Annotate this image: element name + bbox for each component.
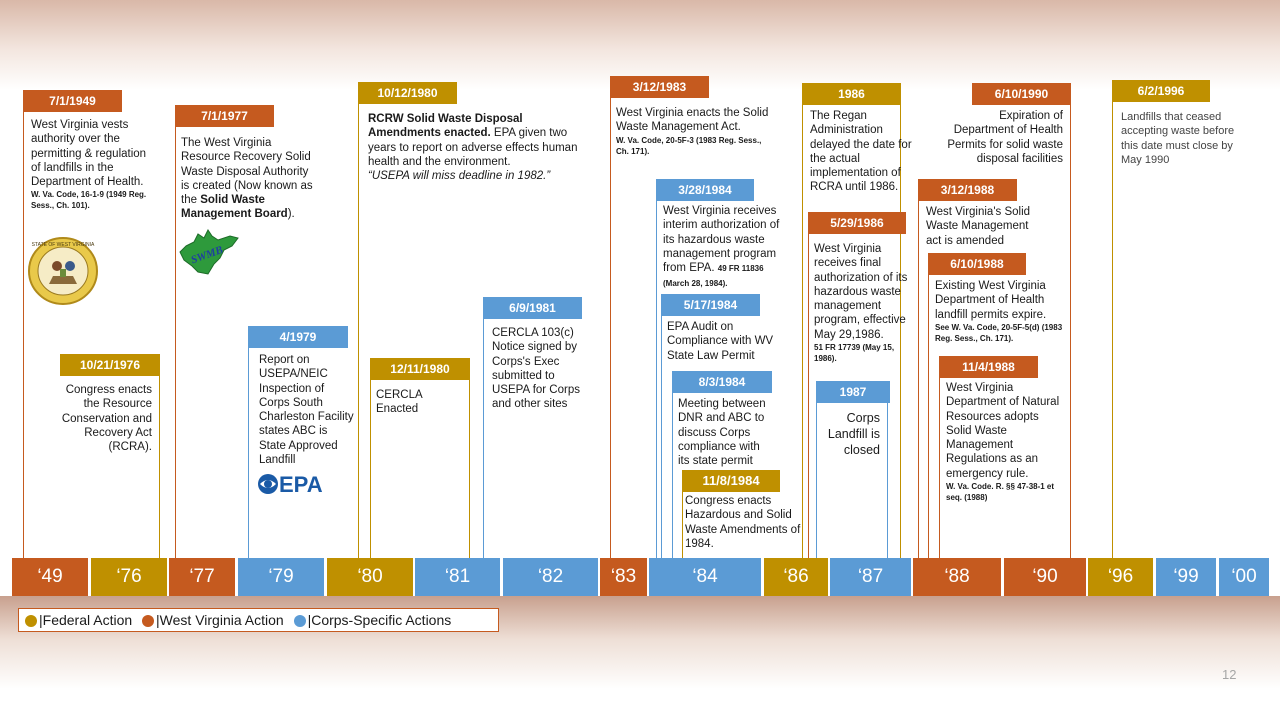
date-1990: 6/10/1990 [972,83,1071,105]
legend-corps-dot [294,615,306,627]
date-1976: 10/21/1976 [60,354,160,376]
event-1988a-text: West Virginia's Solid Waste Management act is amended [926,206,1031,247]
event-1986b-cite: 51 FR 17739 (May 15, 1986). [814,343,895,364]
panel-1984c [672,393,673,558]
axis-1990: ‘90 [1004,558,1086,596]
axis-1999: ‘99 [1156,558,1216,596]
event-1986a-text: The Regan Administration delayed the date for the actual implementation of RCRA until 1986. [810,110,912,194]
wv-seal-text: STATE OF WEST VIRGINIA [31,242,95,248]
axis-1949: ‘49 [12,558,88,596]
event-1949-body: West Virginia vests authority over the permitting & regulation of landfills in the Department of Health. [31,119,147,189]
event-1988b-cite: See W. Va. Code, 20-5F-5(d) (1983 Reg. Sess., Ch. 171). [935,322,1063,343]
event-1987-text: Corps Landfill is closed [827,411,880,457]
panel-1980a [358,104,359,558]
epa-logo [257,472,327,496]
date-1984a: 3/28/1984 [656,179,754,201]
panel-1988a [918,201,919,558]
event-1981-text: CERCLA 103(c) Notice signed by Corps's Exec submitted to USEPA for Corps and other sites [492,327,580,411]
event-1977-text [181,136,319,222]
panel-1988b [928,275,929,558]
event-1977-post: ). [287,208,295,221]
date-1980b: 12/11/1980 [370,358,470,380]
axis-1984: ‘84 [649,558,761,596]
event-1979-text: Report on USEPA/NEIC Inspection of Corps South Charleston Facility states ABC is State Approved Landfill [259,354,354,467]
event-1976-text: Congress enacts the Resource Conservation and Recovery Act (RCRA). [61,384,152,454]
axis-1982: ‘82 [503,558,598,596]
axis-1988: ‘88 [913,558,1001,596]
date-1996: 6/2/1996 [1112,80,1210,102]
date-1984c: 8/3/1984 [672,371,772,393]
event-1977-bold: Solid Waste Management Board [181,194,288,221]
date-1986b: 5/29/1986 [808,212,906,234]
date-1987: 1987 [816,381,890,403]
date-1984d: 11/8/1984 [682,470,780,492]
date-1988a: 3/12/1988 [918,179,1017,201]
date-1984b: 5/17/1984 [661,294,760,316]
event-1983-text [616,106,776,157]
axis-1977: ‘77 [169,558,235,596]
event-1986b-body: West Virginia receives final authorization of its hazardous waste management program, effective May 29,1986. [814,243,908,341]
event-1990-text: Expiration of Department of Health Permits for solid waste disposal facilities [947,110,1063,165]
axis-1976: ‘76 [91,558,167,596]
axis-2000: ‘00 [1219,558,1269,596]
event-1949-text [31,118,153,211]
event-1980a-body: EPA given two years to report on adverse effects human health and the environment. [368,127,578,168]
swmb-text: SWMB [189,243,225,267]
panel-1984d [682,492,683,558]
event-1980a-text [368,112,590,183]
legend: |Federal Action |West Virginia Action |Corps-Specific Actions [18,608,499,632]
panel-1977 [175,127,176,558]
event-1984a-cite: 49 FR 11836 (March 28, 1984). [663,264,764,289]
legend-federal-label: Federal Action [42,612,133,628]
axis-1979: ‘79 [238,558,324,596]
wv-state-seal-logo [27,236,99,306]
date-1983: 3/12/1983 [610,76,709,98]
date-1949: 7/1/1949 [23,90,122,112]
event-1984d-text: Congress enacts Hazardous and Solid Waste Amendments of 1984. [685,495,801,550]
date-1988b: 6/10/1988 [928,253,1026,275]
date-1981: 6/9/1981 [483,297,582,319]
event-1986b-text [814,242,916,364]
event-1996-text: Landfills that ceased accepting waste before this date must close by May 1990 [1121,111,1235,166]
legend-wv-dot [142,615,154,627]
legend-wv-label: West Virginia Action [159,612,284,628]
event-1984a-body: West Virginia receives interim authorization of its hazardous waste management program from EPA. [663,205,780,275]
legend-federal-dot [25,615,37,627]
epa-text: EPA [279,472,323,496]
date-1988c: 11/4/1988 [939,356,1038,378]
axis-1983: ‘83 [600,558,647,596]
panel-1979 [248,348,249,558]
panel-1981 [483,319,484,558]
date-1980a: 10/12/1980 [358,82,457,104]
date-1977: 7/1/1977 [175,105,274,127]
event-1980b-text: CERCLA Enacted [376,389,423,416]
panel-1949 [23,112,24,558]
event-1983-cite: W. Va. Code, 20-5F-3 (1983 Reg. Sess., Ch. 171). [616,135,762,156]
event-1984a-text [663,204,791,292]
panel-1983 [610,98,611,558]
date-1986a: 1986 [802,83,901,105]
event-1988c-body: West Virginia Department of Natural Resources adopts Solid Waste Management Regulations as an emergency rule. [946,382,1060,480]
panel-1988c [939,378,940,558]
event-1983-body: West Virginia enacts the Solid Waste Management Act. [616,107,769,134]
panel-1996 [1112,102,1113,558]
event-1980a-quote: “USEPA will miss deadline in 1982.” [368,170,551,183]
panel-1984a [656,201,657,558]
panel-1986b [808,234,809,558]
legend-corps-label: Corps-Specific Actions [311,612,452,628]
event-1984b-text: EPA Audit on Compliance with WV State Law Permit [667,321,774,362]
axis-1996: ‘96 [1088,558,1153,596]
event-1949-cite: W. Va. Code, 16-1-9 (1949 Reg. Sess., Ch. 101). [31,190,147,211]
date-1979: 4/1979 [248,326,348,348]
axis-1987: ‘87 [830,558,911,596]
event-1988b-text [935,279,1065,344]
event-1988b-body: Existing West Virginia Department of Health landfill permits expire. [935,280,1047,321]
axis-1980: ‘80 [327,558,413,596]
axis-1981: ‘81 [415,558,500,596]
swmb-wv-map-logo [178,224,240,278]
axis-1986: ‘86 [764,558,828,596]
page-number: 12 [1222,667,1237,682]
event-1988c-text [946,381,1062,503]
event-1988c-cite: W. Va. Code. R. §§ 47-38-1 et seq. (1988) [946,482,1055,503]
event-1984c-text: Meeting between DNR and ABC to discuss Corps compliance with its state permit [678,398,766,468]
event-1977-body: The West Virginia Resource Recovery Solid Waste Disposal Authority is created (Now known as the [181,137,313,207]
event-1980a-bold: RCRW Solid Waste Disposal Amendments enacted. [368,113,523,140]
panel-1984b [661,316,662,558]
